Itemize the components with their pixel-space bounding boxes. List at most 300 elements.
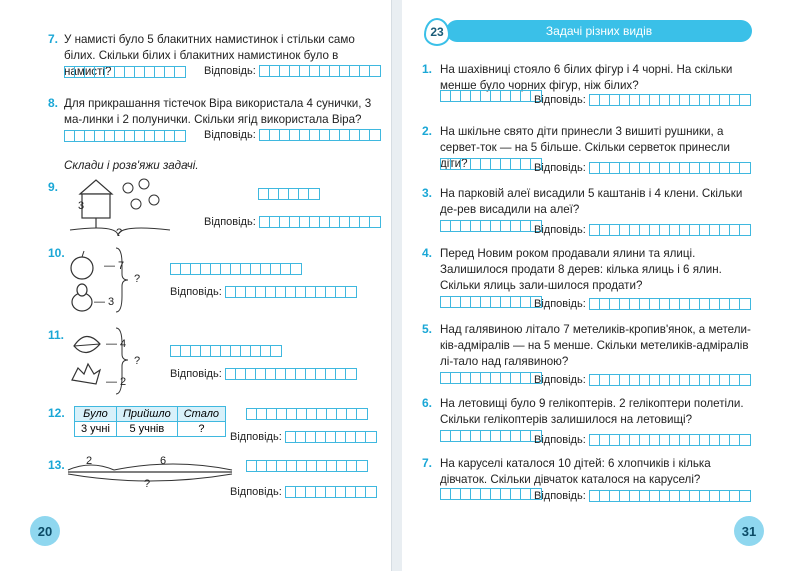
grid-cell[interactable] [590,95,600,105]
grid-cell[interactable] [256,287,266,297]
grid-cell[interactable] [366,432,376,442]
solution-grid[interactable] [440,220,542,232]
grid-cell[interactable] [347,409,357,419]
grid-cell[interactable] [310,66,320,76]
grid-cell[interactable] [296,369,306,379]
grid-cell[interactable] [175,131,185,141]
grid-cell[interactable] [730,163,740,173]
grid-cell[interactable] [740,375,750,385]
grid-cell[interactable] [451,373,461,383]
grid-cell[interactable] [590,299,600,309]
grid-cell[interactable] [316,487,326,497]
grid-cell[interactable] [340,217,350,227]
grid-cell[interactable] [501,159,511,169]
solution-grid[interactable] [440,296,542,308]
solution-grid[interactable] [246,408,368,420]
solution-grid[interactable] [440,90,542,102]
grid-cell[interactable] [270,217,280,227]
grid-cell[interactable] [280,66,290,76]
grid-cell[interactable] [600,435,610,445]
grid-cell[interactable] [165,67,175,77]
grid-cell[interactable] [337,461,347,471]
grid-cell[interactable] [650,435,660,445]
grid-cell[interactable] [346,287,356,297]
grid-cell[interactable] [326,287,336,297]
grid-cell[interactable] [600,491,610,501]
grid-cell[interactable] [501,221,511,231]
grid-cell[interactable] [650,163,660,173]
grid-cell[interactable] [277,461,287,471]
answer-grid[interactable] [285,431,377,443]
grid-cell[interactable] [600,375,610,385]
grid-cell[interactable] [590,225,600,235]
grid-cell[interactable] [296,487,306,497]
grid-cell[interactable] [700,95,710,105]
grid-cell[interactable] [650,95,660,105]
grid-cell[interactable] [145,67,155,77]
grid-cell[interactable] [290,66,300,76]
grid-cell[interactable] [680,163,690,173]
grid-cell[interactable] [356,432,366,442]
answer-grid[interactable] [259,129,381,141]
grid-cell[interactable] [680,435,690,445]
grid-cell[interactable] [501,297,511,307]
grid-cell[interactable] [590,163,600,173]
grid-cell[interactable] [256,369,266,379]
grid-cell[interactable] [481,159,491,169]
grid-cell[interactable] [281,264,291,274]
grid-cell[interactable] [670,299,680,309]
grid-cell[interactable] [316,287,326,297]
grid-cell[interactable] [266,287,276,297]
grid-cell[interactable] [340,130,350,140]
grid-cell[interactable] [451,221,461,231]
grid-cell[interactable] [501,91,511,101]
grid-cell[interactable] [246,369,256,379]
grid-cell[interactable] [720,225,730,235]
grid-cell[interactable] [357,409,367,419]
grid-cell[interactable] [620,299,630,309]
grid-cell[interactable] [309,189,319,199]
grid-cell[interactable] [175,67,185,77]
grid-cell[interactable] [720,163,730,173]
grid-cell[interactable] [326,432,336,442]
solution-grid[interactable] [246,460,368,472]
grid-cell[interactable] [491,297,501,307]
grid-cell[interactable] [590,435,600,445]
answer-grid[interactable] [259,216,381,228]
grid-cell[interactable] [511,159,521,169]
grid-cell[interactable] [730,225,740,235]
grid-cell[interactable] [360,130,370,140]
grid-cell[interactable] [481,489,491,499]
grid-cell[interactable] [306,487,316,497]
grid-cell[interactable] [350,130,360,140]
grid-cell[interactable] [260,130,270,140]
grid-cell[interactable] [650,491,660,501]
grid-cell[interactable] [337,409,347,419]
grid-cell[interactable] [610,95,620,105]
grid-cell[interactable] [226,287,236,297]
grid-cell[interactable] [640,491,650,501]
grid-cell[interactable] [221,264,231,274]
grid-cell[interactable] [85,67,95,77]
grid-cell[interactable] [261,264,271,274]
grid-cell[interactable] [300,130,310,140]
grid-cell[interactable] [105,131,115,141]
grid-cell[interactable] [471,221,481,231]
grid-cell[interactable] [299,189,309,199]
solution-grid[interactable] [64,130,186,142]
solution-grid[interactable] [440,430,542,442]
grid-cell[interactable] [85,131,95,141]
grid-cell[interactable] [461,297,471,307]
grid-cell[interactable] [491,489,501,499]
grid-cell[interactable] [451,91,461,101]
grid-cell[interactable] [95,131,105,141]
grid-cell[interactable] [287,409,297,419]
grid-cell[interactable] [481,297,491,307]
grid-cell[interactable] [286,369,296,379]
grid-cell[interactable] [471,431,481,441]
grid-cell[interactable] [640,375,650,385]
grid-cell[interactable] [65,67,75,77]
grid-cell[interactable] [521,91,531,101]
grid-cell[interactable] [251,264,261,274]
grid-cell[interactable] [710,491,720,501]
grid-cell[interactable] [257,461,267,471]
grid-cell[interactable] [740,491,750,501]
grid-cell[interactable] [317,409,327,419]
grid-cell[interactable] [461,489,471,499]
grid-cell[interactable] [276,369,286,379]
grid-cell[interactable] [491,91,501,101]
grid-cell[interactable] [740,435,750,445]
grid-cell[interactable] [289,189,299,199]
grid-cell[interactable] [511,489,521,499]
grid-cell[interactable] [211,346,221,356]
grid-cell[interactable] [296,287,306,297]
grid-cell[interactable] [620,435,630,445]
grid-cell[interactable] [260,66,270,76]
grid-cell[interactable] [340,66,350,76]
grid-cell[interactable] [471,373,481,383]
grid-cell[interactable] [296,432,306,442]
grid-cell[interactable] [660,163,670,173]
solution-grid[interactable] [258,188,320,200]
answer-grid[interactable] [589,434,751,446]
grid-cell[interactable] [251,346,261,356]
grid-cell[interactable] [610,225,620,235]
grid-cell[interactable] [307,461,317,471]
grid-cell[interactable] [620,375,630,385]
grid-cell[interactable] [630,163,640,173]
answer-grid[interactable] [589,298,751,310]
grid-cell[interactable] [360,66,370,76]
grid-cell[interactable] [231,346,241,356]
answer-grid[interactable] [225,368,357,380]
grid-cell[interactable] [271,346,281,356]
grid-cell[interactable] [521,373,531,383]
grid-cell[interactable] [201,264,211,274]
grid-cell[interactable] [690,299,700,309]
grid-cell[interactable] [330,130,340,140]
grid-cell[interactable] [660,95,670,105]
grid-cell[interactable] [740,95,750,105]
grid-cell[interactable] [620,163,630,173]
grid-cell[interactable] [135,67,145,77]
solution-grid[interactable] [440,488,542,500]
grid-cell[interactable] [320,217,330,227]
grid-cell[interactable] [336,287,346,297]
answer-grid[interactable] [285,486,377,498]
grid-cell[interactable] [356,487,366,497]
grid-cell[interactable] [620,225,630,235]
grid-cell[interactable] [191,264,201,274]
grid-cell[interactable] [316,369,326,379]
grid-cell[interactable] [320,66,330,76]
grid-cell[interactable] [640,163,650,173]
grid-cell[interactable] [327,461,337,471]
grid-cell[interactable] [300,217,310,227]
grid-cell[interactable] [451,431,461,441]
grid-cell[interactable] [261,346,271,356]
answer-grid[interactable] [225,286,357,298]
grid-cell[interactable] [740,225,750,235]
grid-cell[interactable] [441,431,451,441]
grid-cell[interactable] [700,225,710,235]
grid-cell[interactable] [276,287,286,297]
grid-cell[interactable] [501,431,511,441]
grid-cell[interactable] [191,346,201,356]
grid-cell[interactable] [650,225,660,235]
grid-cell[interactable] [501,489,511,499]
answer-grid[interactable] [589,162,751,174]
grid-cell[interactable] [259,189,269,199]
grid-cell[interactable] [451,489,461,499]
grid-cell[interactable] [660,299,670,309]
grid-cell[interactable] [370,130,380,140]
grid-cell[interactable] [650,299,660,309]
grid-cell[interactable] [125,67,135,77]
grid-cell[interactable] [710,299,720,309]
grid-cell[interactable] [346,487,356,497]
grid-cell[interactable] [287,461,297,471]
grid-cell[interactable] [680,225,690,235]
grid-cell[interactable] [291,264,301,274]
grid-cell[interactable] [350,217,360,227]
grid-cell[interactable] [700,491,710,501]
grid-cell[interactable] [471,489,481,499]
grid-cell[interactable] [461,91,471,101]
grid-cell[interactable] [660,491,670,501]
grid-cell[interactable] [266,369,276,379]
grid-cell[interactable] [441,159,451,169]
grid-cell[interactable] [730,299,740,309]
grid-cell[interactable] [690,225,700,235]
grid-cell[interactable] [511,373,521,383]
grid-cell[interactable] [260,217,270,227]
grid-cell[interactable] [267,461,277,471]
grid-cell[interactable] [350,66,360,76]
grid-cell[interactable] [590,491,600,501]
grid-cell[interactable] [521,297,531,307]
grid-cell[interactable] [670,491,680,501]
grid-cell[interactable] [231,264,241,274]
solution-grid[interactable] [440,158,542,170]
grid-cell[interactable] [270,130,280,140]
grid-cell[interactable] [720,491,730,501]
grid-cell[interactable] [630,225,640,235]
grid-cell[interactable] [310,130,320,140]
solution-grid[interactable] [170,345,282,357]
grid-cell[interactable] [75,67,85,77]
grid-cell[interactable] [670,375,680,385]
grid-cell[interactable] [521,431,531,441]
grid-cell[interactable] [630,375,640,385]
grid-cell[interactable] [441,221,451,231]
grid-cell[interactable] [680,299,690,309]
grid-cell[interactable] [481,373,491,383]
grid-cell[interactable] [491,431,501,441]
grid-cell[interactable] [471,159,481,169]
grid-cell[interactable] [310,217,320,227]
grid-cell[interactable] [221,346,231,356]
grid-cell[interactable] [511,297,521,307]
grid-cell[interactable] [105,67,115,77]
grid-cell[interactable] [710,225,720,235]
grid-cell[interactable] [247,409,257,419]
grid-cell[interactable] [740,299,750,309]
grid-cell[interactable] [269,189,279,199]
grid-cell[interactable] [620,95,630,105]
grid-cell[interactable] [670,225,680,235]
grid-cell[interactable] [730,435,740,445]
solution-grid[interactable] [170,263,302,275]
grid-cell[interactable] [630,491,640,501]
grid-cell[interactable] [670,163,680,173]
grid-cell[interactable] [700,299,710,309]
grid-cell[interactable] [286,287,296,297]
answer-grid[interactable] [589,490,751,502]
grid-cell[interactable] [327,409,337,419]
grid-cell[interactable] [115,67,125,77]
grid-cell[interactable] [491,159,501,169]
solution-grid[interactable] [64,66,186,78]
grid-cell[interactable] [246,287,256,297]
grid-cell[interactable] [710,163,720,173]
grid-cell[interactable] [297,409,307,419]
grid-cell[interactable] [511,221,521,231]
grid-cell[interactable] [236,287,246,297]
grid-cell[interactable] [700,375,710,385]
grid-cell[interactable] [201,346,211,356]
grid-cell[interactable] [270,66,280,76]
grid-cell[interactable] [700,163,710,173]
grid-cell[interactable] [357,461,367,471]
grid-cell[interactable] [660,435,670,445]
grid-cell[interactable] [610,299,620,309]
grid-cell[interactable] [306,369,316,379]
grid-cell[interactable] [521,159,531,169]
grid-cell[interactable] [690,491,700,501]
grid-cell[interactable] [610,163,620,173]
grid-cell[interactable] [690,163,700,173]
grid-cell[interactable] [730,95,740,105]
grid-cell[interactable] [600,95,610,105]
answer-grid[interactable] [589,94,751,106]
grid-cell[interactable] [511,91,521,101]
grid-cell[interactable] [286,432,296,442]
grid-cell[interactable] [236,369,246,379]
grid-cell[interactable] [650,375,660,385]
grid-cell[interactable] [267,409,277,419]
grid-cell[interactable] [501,373,511,383]
grid-cell[interactable] [491,373,501,383]
grid-cell[interactable] [347,461,357,471]
grid-cell[interactable] [346,369,356,379]
grid-cell[interactable] [471,91,481,101]
grid-cell[interactable] [330,217,340,227]
grid-cell[interactable] [75,131,85,141]
grid-cell[interactable] [511,431,521,441]
grid-cell[interactable] [280,217,290,227]
grid-cell[interactable] [680,491,690,501]
grid-cell[interactable] [155,67,165,77]
grid-cell[interactable] [135,131,145,141]
grid-cell[interactable] [720,435,730,445]
grid-cell[interactable] [226,369,236,379]
grid-cell[interactable] [640,435,650,445]
grid-cell[interactable] [271,264,281,274]
grid-cell[interactable] [481,91,491,101]
grid-cell[interactable] [286,487,296,497]
grid-cell[interactable] [171,346,181,356]
grid-cell[interactable] [610,491,620,501]
grid-cell[interactable] [680,375,690,385]
grid-cell[interactable] [630,299,640,309]
grid-cell[interactable] [317,461,327,471]
grid-cell[interactable] [690,95,700,105]
grid-cell[interactable] [181,264,191,274]
grid-cell[interactable] [720,299,730,309]
answer-grid[interactable] [589,374,751,386]
grid-cell[interactable] [521,221,531,231]
grid-cell[interactable] [360,217,370,227]
grid-cell[interactable] [290,217,300,227]
grid-cell[interactable] [461,431,471,441]
grid-cell[interactable] [441,373,451,383]
grid-cell[interactable] [306,432,316,442]
grid-cell[interactable] [306,287,316,297]
answer-grid[interactable] [259,65,381,77]
grid-cell[interactable] [290,130,300,140]
grid-cell[interactable] [491,221,501,231]
grid-cell[interactable] [670,95,680,105]
grid-cell[interactable] [461,373,471,383]
grid-cell[interactable] [710,375,720,385]
grid-cell[interactable] [247,461,257,471]
grid-cell[interactable] [461,221,471,231]
grid-cell[interactable] [326,487,336,497]
grid-cell[interactable] [277,409,287,419]
grid-cell[interactable] [336,369,346,379]
grid-cell[interactable] [690,375,700,385]
grid-cell[interactable] [481,431,491,441]
solution-grid[interactable] [440,372,542,384]
grid-cell[interactable] [680,95,690,105]
grid-cell[interactable] [241,264,251,274]
